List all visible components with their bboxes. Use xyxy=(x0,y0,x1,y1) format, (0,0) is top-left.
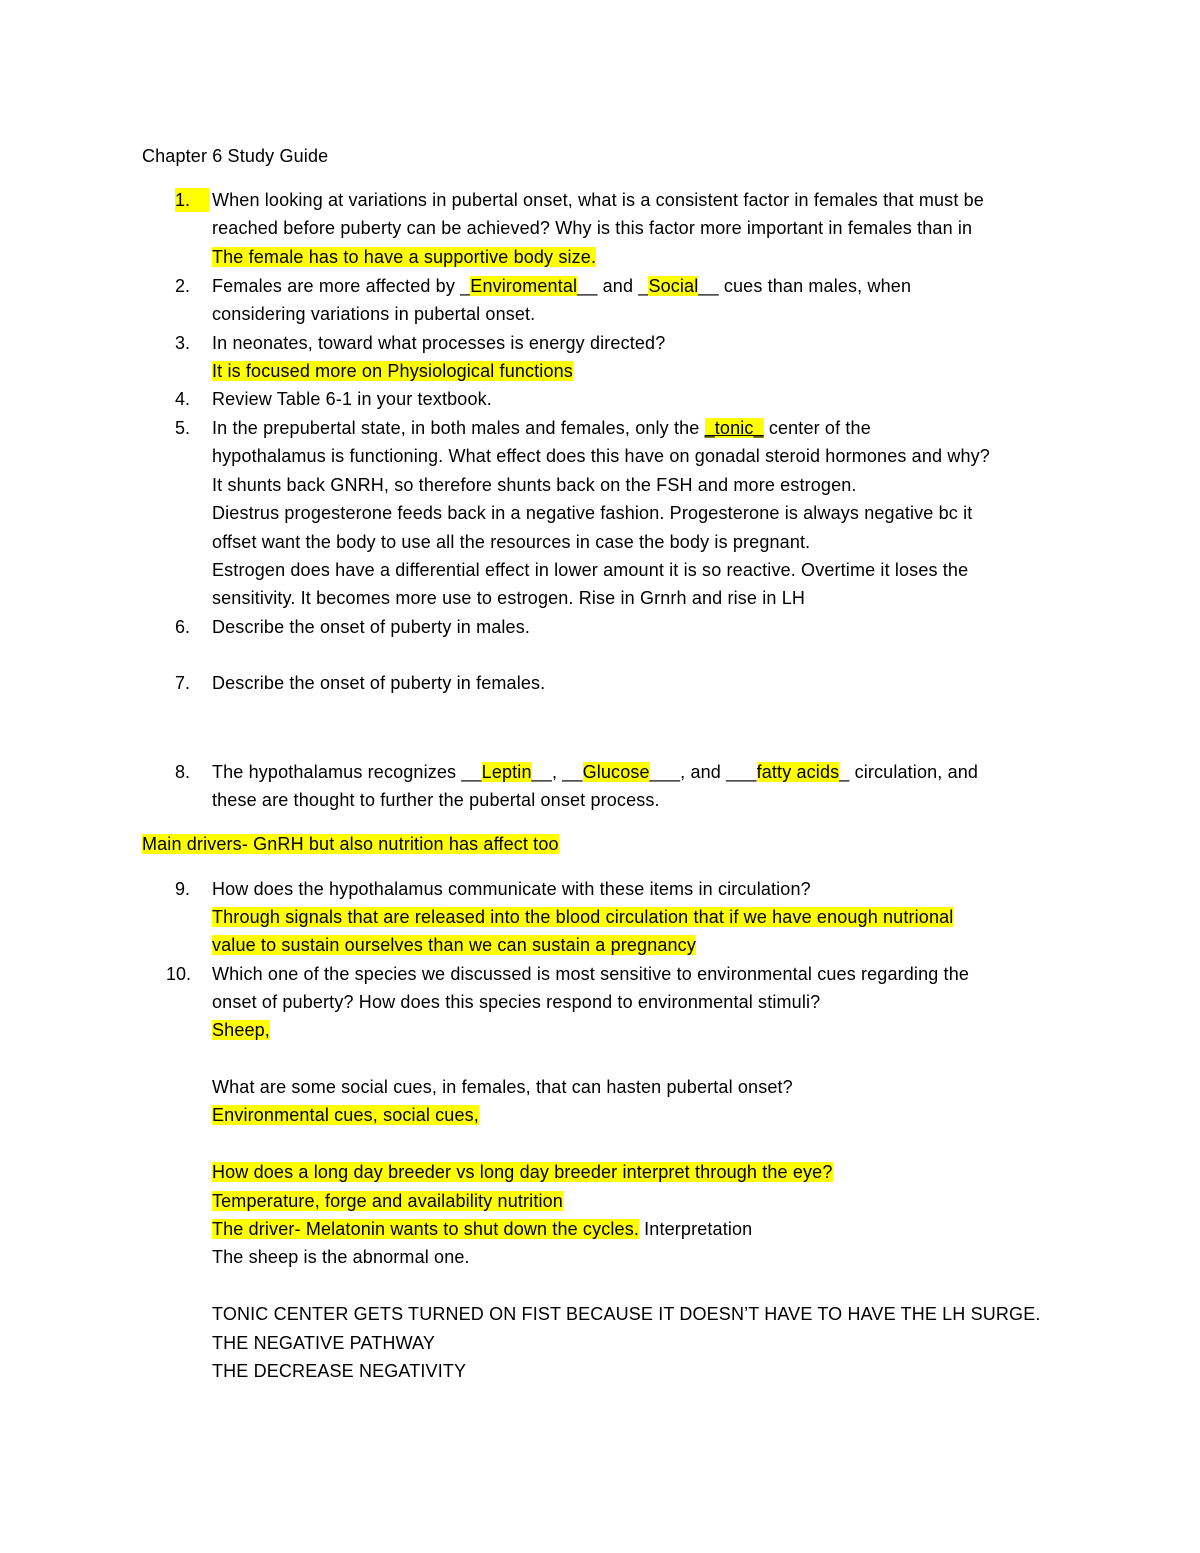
highlighted-text: The driver- Melatonin wants to shut down the cycles. xyxy=(212,1219,639,1239)
list-item-line xyxy=(212,530,810,554)
list-item-line xyxy=(212,1331,435,1355)
text-segment: In the prepubertal state, in both males and females, only the xyxy=(212,418,705,438)
highlighted-text: fatty acids xyxy=(756,762,840,782)
text-segment: THE NEGATIVE PATHWAY xyxy=(212,1333,436,1353)
text-segment: these are thought to further the pubertal onset process. xyxy=(212,790,660,810)
text-segment: hypothalamus is functioning. What effect does this have on gonadal steroid hormones and why? xyxy=(212,446,990,466)
highlighted-text: _tonic_ xyxy=(704,418,764,438)
highlighted-text: Through signals that are released into the blood circulation that if we have enough nutrional xyxy=(212,907,954,927)
text-segment: __ and _ xyxy=(577,276,649,296)
text-segment: Describe the onset of puberty in males. xyxy=(212,617,531,637)
list-item-line xyxy=(212,671,545,695)
list-item-line xyxy=(212,387,492,411)
text-segment: In neonates, toward what processes is energy directed? xyxy=(212,333,666,353)
text-segment: Describe the onset of puberty in females. xyxy=(212,673,546,693)
list-item-line xyxy=(212,1359,466,1383)
text-segment: center of the xyxy=(763,418,871,438)
list-item-number: 10. xyxy=(166,964,192,984)
highlighted-text: Environmental cues, social cues, xyxy=(212,1105,479,1125)
text-segment: offset want the body to use all the resources in case the body is pregnant. xyxy=(212,532,811,552)
highlighted-text: value to sustain ourselves than we can sustain a pregnancy xyxy=(212,935,696,955)
list-item-line xyxy=(212,1160,833,1184)
text-segment: sensitivity. It becomes more use to estrogen. Rise in Grnrh and rise in LH xyxy=(212,588,806,608)
list-item-line xyxy=(212,501,972,525)
list-item-line xyxy=(212,216,972,240)
list-item-line xyxy=(212,962,969,986)
text-segment: What are some social cues, in females, that can hasten pubertal onset? xyxy=(212,1077,793,1097)
highlighted-text: Leptin xyxy=(481,762,532,782)
highlighted-text: Main drivers- GnRH but also nutrition has affect too xyxy=(142,834,559,854)
list-item-number: 4. xyxy=(175,389,191,409)
text-segment: How does the hypothalamus communicate with these items in circulation? xyxy=(212,879,811,899)
text-segment: Females are more affected by _ xyxy=(212,276,471,296)
list-item-line xyxy=(212,1018,270,1042)
text-segment: ___, and ___ xyxy=(649,762,757,782)
text-segment: __, __ xyxy=(531,762,583,782)
text-segment: considering variations in pubertal onset. xyxy=(212,304,536,324)
text-segment: Which one of the species we discussed is most sensitive to environmental cues regarding the xyxy=(212,964,970,984)
list-item-number: 5. xyxy=(175,418,191,438)
list-item-number: 7. xyxy=(175,673,191,693)
list-item-line xyxy=(212,1245,470,1269)
list-item-line xyxy=(212,1217,752,1241)
list-item-line xyxy=(212,274,911,298)
text-segment: _ circulation, and xyxy=(839,762,979,782)
text-segment: The sheep is the abnormal one. xyxy=(212,1247,470,1267)
list-item-line xyxy=(212,586,805,610)
text-segment: Diestrus progesterone feeds back in a negative fashion. Progesterone is always negative bc it xyxy=(212,503,973,523)
text-segment: __ cues than males, when xyxy=(698,276,912,296)
text-segment: Review Table 6-1 in your textbook. xyxy=(212,389,492,409)
text-segment: The hypothalamus recognizes __ xyxy=(212,762,482,782)
list-item-line xyxy=(212,933,696,957)
text-segment: When looking at variations in pubertal onset, what is a consistent factor in females that must be xyxy=(212,190,984,210)
text-segment: reached before puberty can be achieved? Why is this factor more important in females than in xyxy=(212,218,973,238)
list-item-line xyxy=(212,1302,1041,1326)
list-item-line xyxy=(212,416,871,440)
list-item-line xyxy=(212,188,984,212)
text-segment: THE DECREASE NEGATIVITY xyxy=(212,1361,467,1381)
list-item-line xyxy=(212,331,665,355)
list-item-line xyxy=(212,760,978,784)
highlighted-text: The female has to have a supportive body size. xyxy=(212,247,597,267)
text-segment: It shunts back GNRH, so therefore shunts back on the FSH and more estrogen. xyxy=(212,475,857,495)
list-item-number: 9. xyxy=(175,879,191,899)
list-item-line xyxy=(212,1189,563,1213)
list-item-number: 3. xyxy=(175,333,191,353)
document-title: Chapter 6 Study Guide xyxy=(142,146,329,166)
list-item-number: 8. xyxy=(175,762,191,782)
list-item-line xyxy=(212,1103,479,1127)
text-segment: Estrogen does have a differential effect in lower amount it is so reactive. Overtime it loses the xyxy=(212,560,969,580)
list-item-line xyxy=(212,245,596,269)
list-item-line xyxy=(212,302,535,326)
highlighted-text: Sheep, xyxy=(212,1020,270,1040)
list-item-line xyxy=(212,788,660,812)
highlighted-text: Glucose xyxy=(582,762,650,782)
highlighted-text: How does a long day breeder vs long day breeder interpret through the eye? xyxy=(212,1162,833,1182)
highlighted-text: Temperature, forge and availability nutrition xyxy=(212,1191,563,1211)
highlighted-text: Enviromental xyxy=(470,276,578,296)
list-item-line xyxy=(212,359,573,383)
highlighted-text: Social xyxy=(648,276,699,296)
note-line xyxy=(142,832,559,856)
list-item-number: 2. xyxy=(175,276,191,296)
text-segment: Interpretation xyxy=(639,1219,753,1239)
list-item-number: 6. xyxy=(175,617,191,637)
list-item-line xyxy=(212,558,968,582)
list-item-line xyxy=(212,473,857,497)
list-item-line xyxy=(212,905,953,929)
list-item-line xyxy=(212,444,990,468)
highlighted-text: It is focused more on Physiological functions xyxy=(212,361,573,381)
list-item-line xyxy=(212,877,811,901)
text-segment: onset of puberty? How does this species respond to environmental stimuli? xyxy=(212,992,821,1012)
list-item-line xyxy=(212,990,820,1014)
text-segment: TONIC CENTER GETS TURNED ON FIST BECAUSE IT DOESN’T HAVE TO HAVE THE LH SURGE. xyxy=(212,1304,1041,1324)
list-item-number: 1. xyxy=(175,188,209,212)
list-item-line xyxy=(212,615,530,639)
list-item-line xyxy=(212,1075,793,1099)
